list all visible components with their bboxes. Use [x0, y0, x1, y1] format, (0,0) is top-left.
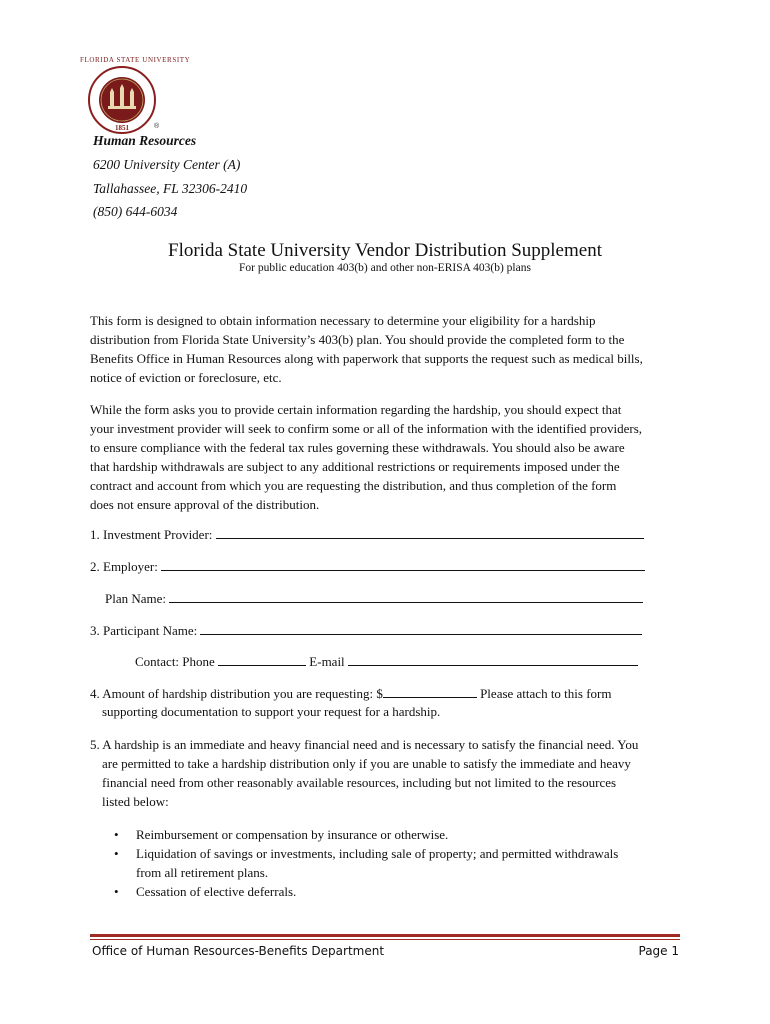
- page-subtitle: For public education 403(b) and other non-ERISA 403(b) plans: [239, 262, 531, 274]
- address-line2: Tallahassee, FL 32306-2410: [93, 181, 248, 196]
- resource-list: [114, 825, 684, 901]
- list-item: • Cessation of elective deferrals.: [114, 884, 297, 899]
- footer-department: Office of Human Resources-Benefits Department: [92, 944, 385, 958]
- fsu-seal-logo: [80, 56, 192, 134]
- footer-rule-thin: [90, 939, 680, 940]
- bullet-icon: •: [114, 884, 119, 899]
- footer-page-number: Page 1: [638, 944, 679, 958]
- intro-p1-line: notice of eviction or foreclosure, etc.: [90, 370, 282, 385]
- intro-p2-line: your investment provider will seek to confirm some or all of the information with the identified providers,: [90, 421, 643, 436]
- intro-p1-line: This form is designed to obtain information necessary to determine your eligibility for a hardship: [90, 313, 596, 328]
- address-phone-clip: [93, 202, 293, 219]
- contact-phone-label: Contact: Phone: [135, 654, 215, 669]
- bullet-icon: •: [114, 827, 119, 842]
- amount-field[interactable]: [383, 685, 477, 698]
- amount-line2: supporting documentation to support your request for a hardship.: [102, 704, 441, 719]
- amount-label: 4. Amount of hardship distribution you are requesting: $: [90, 686, 383, 701]
- employer-row: [90, 558, 645, 575]
- email-field[interactable]: [348, 653, 638, 666]
- seal-registered-mark: ®: [154, 123, 160, 130]
- plan-name-field[interactable]: [169, 590, 643, 603]
- footer-rule-thick: [90, 934, 680, 937]
- participant-name-row: [90, 622, 642, 639]
- amount-attach-note: Please attach to this form: [480, 686, 612, 701]
- plan-name-row: [105, 590, 643, 607]
- hardship-line: financial need from other reasonably available resources, including but not limited to the resources: [102, 775, 617, 790]
- participant-name-field[interactable]: [200, 622, 642, 635]
- hardship-line: 5. A hardship is an immediate and heavy financial need and is necessary to satisfy the financial need. You: [90, 737, 639, 752]
- email-label: E-mail: [309, 654, 345, 669]
- employer-field[interactable]: [161, 558, 645, 571]
- intro-p2-line: While the form asks you to provide certain information regarding the hardship, you should expect that: [90, 402, 622, 417]
- plan-name-label: Plan Name:: [105, 591, 167, 606]
- bullet-icon: •: [114, 846, 119, 861]
- contact-row: [135, 653, 638, 670]
- list-item: • Liquidation of savings or investments, including sale of property; and permitted withdrawals from all retirement plans.: [114, 846, 619, 880]
- investment-provider-field[interactable]: [216, 526, 644, 539]
- dept-name: Human Resources: [93, 133, 197, 148]
- hardship-line: are permitted to take a hardship distribution only if you are unable to satisfy the immediate and heavy: [102, 756, 631, 771]
- intro-p1-line: Benefits Office in Human Resources along with paperwork that supports the request such as medical bills,: [90, 351, 643, 366]
- investment-provider-label: 1. Investment Provider:: [90, 527, 213, 542]
- amount-row: [90, 685, 612, 702]
- intro-paragraph-1: [90, 311, 690, 387]
- page-title: Florida State University Vendor Distribution Supplement: [168, 240, 602, 261]
- intro-paragraph-2: [90, 400, 690, 514]
- list-item: • Reimbursement or compensation by insurance or otherwise.: [114, 827, 449, 842]
- contact-phone-field[interactable]: [218, 653, 306, 666]
- intro-p2-line: does not ensure approval of the distribution.: [90, 497, 320, 512]
- participant-name-label: 3. Participant Name:: [90, 623, 198, 638]
- employer-label: 2. Employer:: [90, 559, 158, 574]
- address-phone: (850) 644-6034: [93, 204, 178, 219]
- address-line1: 6200 University Center (A): [93, 157, 241, 172]
- seal-year: 1851: [115, 124, 129, 132]
- intro-p2-line: contract and account from which you are requesting the distribution, and thus completion of the form: [90, 478, 617, 493]
- intro-p2-line: to ensure compliance with the federal tax rules governing these withdrawals. You should also be aware: [90, 440, 625, 455]
- hardship-line: listed below:: [102, 794, 169, 809]
- investment-provider-row: [90, 526, 644, 543]
- hardship-definition: [90, 735, 690, 811]
- intro-p1-line: distribution from Florida State University’s 403(b) plan. You should provide the completed form to the: [90, 332, 625, 347]
- intro-p2-line: that hardship withdrawals are subject to any additional restrictions or requirements imposed under the: [90, 459, 620, 474]
- seal-top-text: FLORIDA STATE UNIVERSITY: [80, 56, 191, 64]
